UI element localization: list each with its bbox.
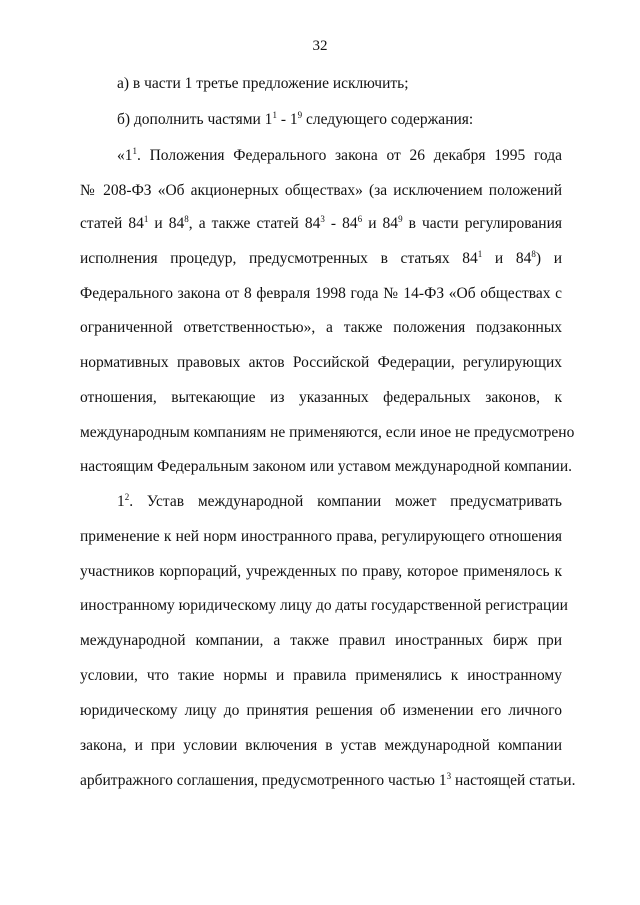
paragraph-line: исполнения процедур, предусмотренных в статьях $84^1$ и $84^8$) и [80,249,563,267]
paragraph-line: «$1^1$. Положения Федерального закона от 26 декабря 1995 года [117,146,562,164]
item-a: а) в части 1 третье предложение исключить; [117,75,409,92]
paragraph-line: условии, что такие нормы и правила применялись к иностранному [80,667,562,684]
paragraph-line: применение к ней норм иностранного права, регулирующего отношения [80,528,562,545]
paragraph-line: международным компаниям не применяются, если иное не предусмотрено [80,424,575,441]
page-number: 32 [312,38,328,54]
paragraph-line: участников корпораций, учрежденных по праву, которое применялось к [80,563,562,580]
paragraph-line: закона, и при условии включения в устав международной компании [80,737,562,754]
item-b: б) дополнить частями $1^1 - 1^9$ следующего содержания: [117,110,474,128]
paragraph-line: юридическому лицу до принятия решения об изменении его личного [80,702,562,719]
paragraph-line: $1^2$. Устав международной компании может предусматривать [117,492,562,510]
paragraph-line: Федерального закона от 8 февраля 1998 года № 14-ФЗ «Об обществах с [80,285,562,302]
paragraph-line: международной компании, а также правил иностранных бирж при [80,632,562,649]
paragraph-line: нормативных правовых актов Российской Федерации, регулирующих [80,354,562,371]
paragraph-line: ограниченной ответственностью», а также положения подзаконных [80,319,562,336]
paragraph-line: отношения, вытекающие из указанных федеральных законов, к [80,389,562,406]
paragraph-line: иностранному юридическому лицу до даты государственной регистрации [80,597,568,614]
paragraph-line: арбитражного соглашения, предусмотренного частью $1^3$ настоящей статьи. [80,771,576,789]
paragraph-line: статей $84^1$ и $84^8$, а также статей $84^3 - 84^6$ и $84^9$ в части регулирования [80,214,562,232]
paragraph-line: № 208-ФЗ «Об акционерных обществах» (за исключением положений [80,182,562,199]
paragraph-line-last: настоящим Федеральным законом или уставом международной компании. [80,458,573,475]
